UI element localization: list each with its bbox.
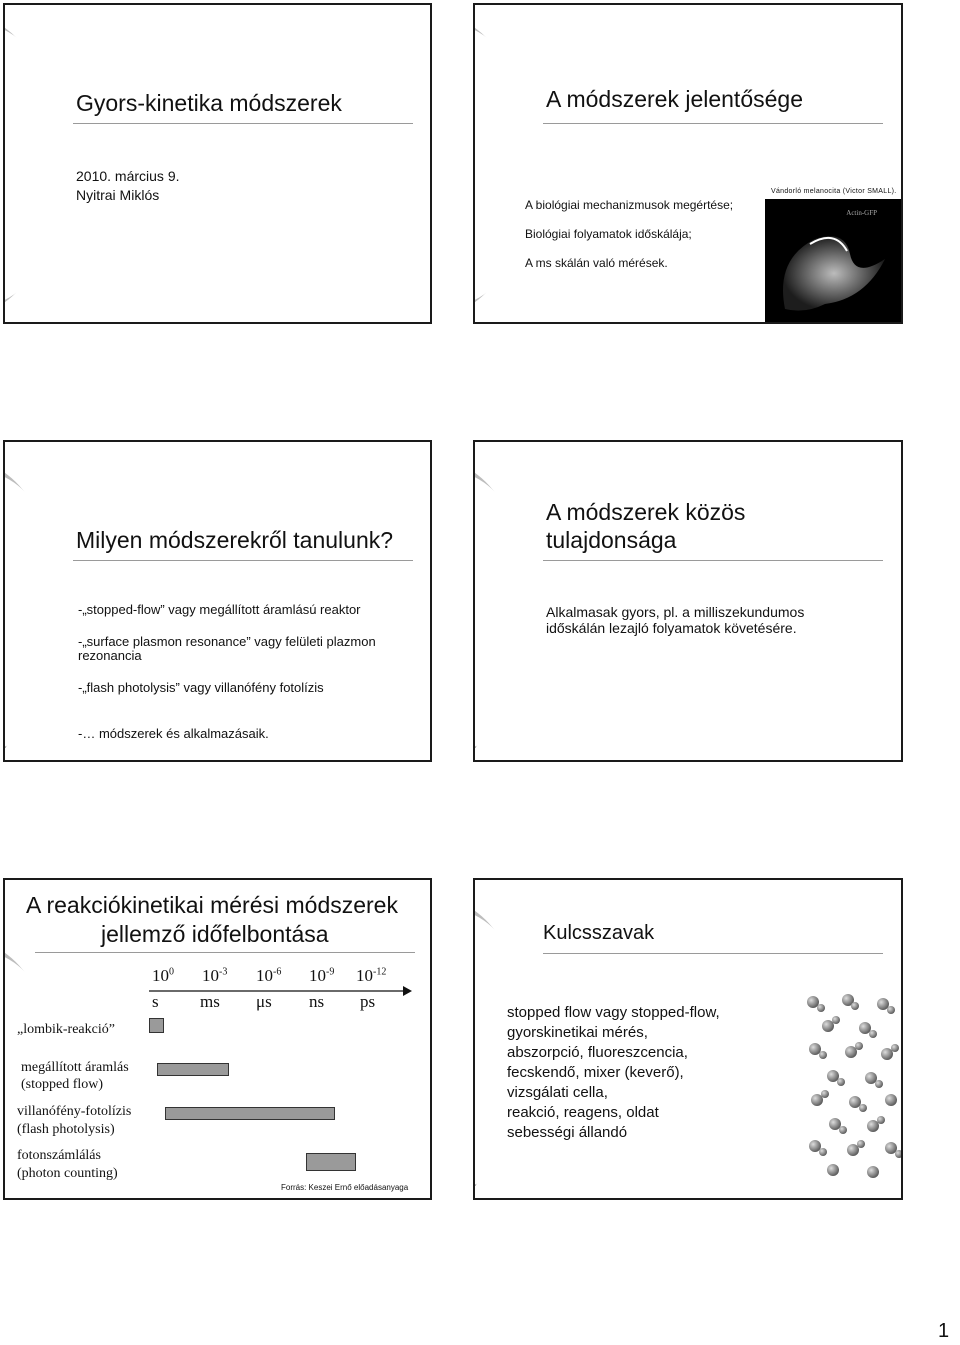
- slide-title-line2: tulajdonsága: [546, 527, 677, 553]
- melanocyte-image: [765, 199, 903, 324]
- list-item: Biológiai folyamatok időskálája;: [525, 227, 692, 241]
- method-label: megállított áramlás: [21, 1060, 129, 1075]
- title-divider: [543, 560, 883, 561]
- image-label: Actin-GFP: [846, 209, 877, 217]
- title-divider: [35, 952, 415, 953]
- slide-title: Gyors-kinetika módszerek: [76, 90, 342, 116]
- keyword: reakció, reagens, oldat: [507, 1104, 659, 1121]
- time-range-bar-stopped-flow: [157, 1063, 229, 1076]
- keyword: sebességi állandó: [507, 1124, 628, 1141]
- slide-title-line1: A módszerek közös: [546, 499, 746, 525]
- time-axis-arrow: [5, 981, 432, 1001]
- date: 2010. március 9.: [76, 168, 180, 184]
- slide-title-line1: A reakciókinetikai mérési módszerek: [26, 892, 398, 918]
- slide-4: [473, 440, 903, 762]
- slide-title-line2: jellemző időfelbontása: [101, 921, 329, 947]
- cell-image-icon: [765, 199, 903, 324]
- list-item: A biológiai mechanizmusok megértése;: [525, 198, 734, 212]
- keyword: abszorpció, fluoreszcencia,: [507, 1044, 688, 1061]
- list-item: A ms skálán való mérések.: [525, 256, 668, 270]
- slide-1: [3, 3, 432, 324]
- slide-2: [473, 3, 903, 324]
- unit-label: ns: [309, 992, 325, 1011]
- page-number: 1: [938, 1320, 950, 1342]
- list-item: -… módszerek és alkalmazásaik.: [78, 726, 269, 741]
- slide-5: [3, 878, 432, 1200]
- time-range-bar-lombik: [149, 1018, 164, 1033]
- slide-3: [3, 440, 432, 762]
- scale-label: $10^{-12}$: [356, 966, 387, 985]
- unit-label: ps: [360, 992, 376, 1011]
- unit-label: s: [152, 992, 159, 1011]
- method-label: villanófény-fotolízis: [17, 1104, 132, 1119]
- list-item: -„stopped-flow” vagy megállított áramlású reaktor: [78, 602, 361, 617]
- scale-label: $10^0$: [152, 966, 174, 985]
- scale-label: $10^{-6}$: [256, 966, 282, 985]
- keyword: fecskendő, mixer (keverő),: [507, 1064, 684, 1081]
- method-label: „lombik-reakció”: [17, 1022, 115, 1037]
- slide-title: Kulcsszavak: [543, 922, 655, 944]
- unit-label: ms: [200, 992, 220, 1011]
- method-label: (flash photolysis): [17, 1122, 115, 1137]
- keyword: gyorskinetikai mérés,: [507, 1024, 648, 1041]
- title-divider: [543, 123, 883, 124]
- image-caption: Vándorló melanocita (Victor SMALL).: [771, 188, 897, 195]
- author: Nyitrai Miklós: [76, 187, 160, 203]
- keyword: stopped flow vagy stopped-flow,: [507, 1004, 720, 1021]
- scale-label: $10^{-3}$: [202, 966, 228, 985]
- method-label: fotonszámlálás: [17, 1148, 101, 1163]
- title-divider: [73, 123, 413, 124]
- source-note: Forrás: Keszei Ernő előadásanyaga: [281, 1183, 409, 1192]
- title-divider: [73, 560, 413, 561]
- list-item: -„surface plasmon resonance” vagy felületi plazmon: [78, 634, 376, 649]
- keyword: vizsgálati cella,: [507, 1084, 608, 1101]
- slide-6: [473, 878, 903, 1200]
- scale-label: $10^{-9}$: [309, 966, 335, 985]
- list-item: -„flash photolysis” vagy villanófény fotolízis: [78, 680, 324, 695]
- molecules-illustration-icon: [803, 994, 903, 1182]
- method-label: (photon counting): [17, 1166, 118, 1181]
- body-text: időskálán lezajló folyamatok követésére.: [546, 620, 797, 636]
- list-item: rezonancia: [78, 648, 142, 663]
- time-range-bar-photon-counting: [306, 1153, 356, 1171]
- body-text: Alkalmasak gyors, pl. a milliszekundumos: [546, 604, 805, 620]
- slide-title: Milyen módszerekről tanulunk?: [76, 527, 394, 553]
- slide-title: A módszerek jelentősége: [546, 86, 803, 112]
- unit-label: μs: [256, 992, 272, 1011]
- title-divider: [543, 953, 883, 954]
- time-range-bar-flash-photolysis: [165, 1107, 335, 1120]
- method-label: (stopped flow): [21, 1077, 104, 1092]
